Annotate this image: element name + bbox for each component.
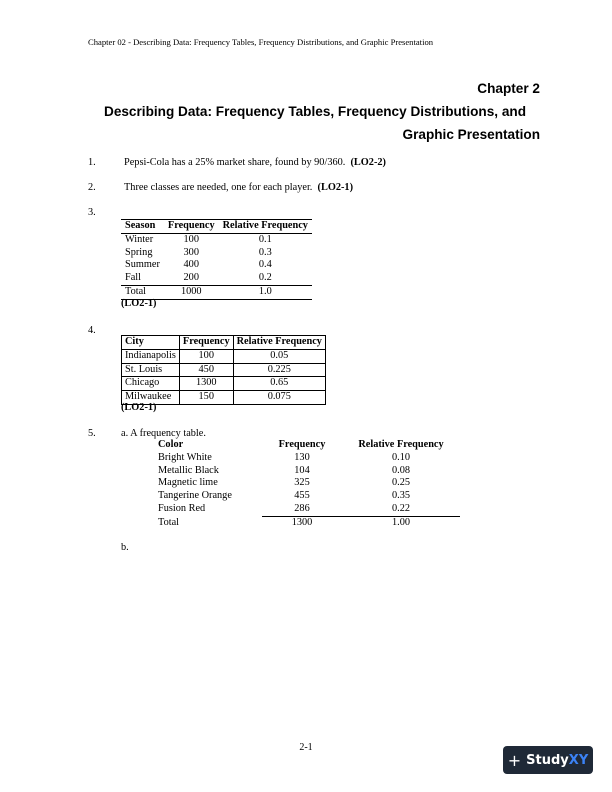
column-header: Relative Frequency: [233, 336, 325, 350]
column-header: Frequency: [179, 336, 233, 350]
table-cell: 104: [294, 464, 310, 476]
table-row: [154, 477, 460, 490]
table-cell: 0.25: [391, 477, 411, 489]
table-cell: 400: [183, 259, 199, 271]
table-cell: 0.22: [342, 503, 460, 516]
column-header: Frequency: [278, 439, 326, 450]
answer-text: Pepsi-Cola has a 25% market share, found by 90/360.: [124, 157, 346, 168]
table-cell: 150: [179, 391, 233, 405]
question-number: 3.: [88, 207, 96, 218]
table-row: [121, 233, 312, 246]
table-cell: Chicago: [122, 377, 180, 391]
table-cell: Total: [121, 285, 164, 299]
table-cell: Summer: [125, 259, 160, 271]
question-number: 1.: [88, 157, 96, 168]
table-cell: 100: [183, 233, 199, 245]
answer-text: Three classes are needed, one for each player.: [124, 182, 313, 193]
question-2-text: [124, 182, 353, 193]
chapter-subtitle-line2: Graphic Presentation: [402, 127, 540, 142]
table-cell: 0.65: [233, 377, 325, 391]
plus-icon: +: [507, 750, 522, 770]
table-cell: Magnetic lime: [158, 477, 218, 489]
question-1-text: [124, 157, 386, 168]
table-cell: Bright White: [158, 451, 212, 463]
column-header: Relative Frequency: [358, 439, 444, 450]
table-cell: 0.35: [391, 490, 411, 502]
learning-objective: (LO2-1): [317, 182, 354, 193]
part-a-label: a. A frequency table.: [121, 428, 206, 439]
table-cell: Indianapolis: [122, 349, 180, 363]
table-row: [122, 377, 326, 391]
city-frequency-table: [121, 335, 326, 405]
table-row: [121, 272, 312, 285]
table-row: [122, 349, 326, 363]
learning-objective: (LO2-1): [121, 402, 157, 413]
chapter-subtitle-line1: Describing Data: Frequency Tables, Frequency Distributions, and: [104, 104, 526, 119]
table-cell: 325: [294, 477, 310, 489]
table-row: [121, 247, 312, 260]
table-cell: 455: [294, 490, 310, 502]
table-row: [154, 490, 460, 503]
table-cell: Fall: [125, 272, 142, 284]
table-cell: 1.00: [391, 516, 411, 528]
table-cell: 0.05: [233, 349, 325, 363]
column-header: City: [122, 336, 180, 350]
table-cell: Tangerine Orange: [158, 490, 232, 502]
table-cell: 0.225: [233, 363, 325, 377]
learning-objective: (LO2-2): [350, 157, 386, 168]
question-number: 2.: [88, 182, 96, 193]
table-cell: 130: [294, 451, 310, 463]
question-number: 5.: [88, 428, 96, 439]
table-cell: Metallic Black: [158, 464, 219, 476]
table-cell: 0.4: [258, 259, 272, 271]
logo-text: Study: [526, 752, 569, 768]
table-cell: 1300: [291, 516, 313, 528]
column-header: Frequency: [164, 220, 219, 234]
table-cell: Milwaukee: [122, 391, 180, 405]
column-header: Relative Frequency: [219, 220, 312, 234]
studyxy-logo: [503, 746, 593, 774]
table-cell: 100: [179, 349, 233, 363]
table-cell: 1300: [179, 377, 233, 391]
table-cell: 300: [183, 246, 199, 258]
table-row: [154, 465, 460, 478]
table-cell: 1.0: [219, 285, 312, 299]
table-cell: 1000: [164, 285, 219, 299]
table-cell: Total: [158, 516, 180, 528]
table-cell: Spring: [125, 246, 153, 258]
table-cell: Winter: [125, 233, 154, 245]
table-row: [154, 452, 460, 465]
table-cell: 286: [262, 503, 342, 516]
table-cell: 0.08: [391, 464, 411, 476]
running-header: Chapter 02 - Describing Data: Frequency Tables, Frequency Distributions, and Graphic Presentation: [88, 37, 434, 47]
part-b-label: b.: [121, 542, 129, 553]
table-cell: 450: [179, 363, 233, 377]
table-cell: St. Louis: [122, 363, 180, 377]
table-row: [121, 259, 312, 272]
column-header: Season: [121, 220, 164, 234]
table-row: [122, 363, 326, 377]
page-number: 2-1: [299, 742, 313, 753]
table-cell: 0.1: [258, 233, 272, 245]
question-number: 4.: [88, 325, 96, 336]
learning-objective: (LO2-1): [121, 298, 157, 309]
logo-text-accent: XY: [568, 752, 589, 768]
color-frequency-table: [154, 439, 460, 530]
table-cell: 0.075: [233, 391, 325, 405]
table-total-row: [154, 516, 460, 529]
table-cell: 0.2: [258, 272, 272, 284]
table-cell: 0.3: [258, 246, 272, 258]
table-row: [154, 503, 460, 516]
table-cell: 200: [183, 272, 199, 284]
table-cell: Fusion Red: [158, 503, 206, 515]
column-header: Color: [158, 439, 184, 450]
table-cell: 0.10: [391, 451, 411, 463]
chapter-title: Chapter 2: [477, 81, 540, 96]
season-frequency-table: [121, 219, 312, 300]
